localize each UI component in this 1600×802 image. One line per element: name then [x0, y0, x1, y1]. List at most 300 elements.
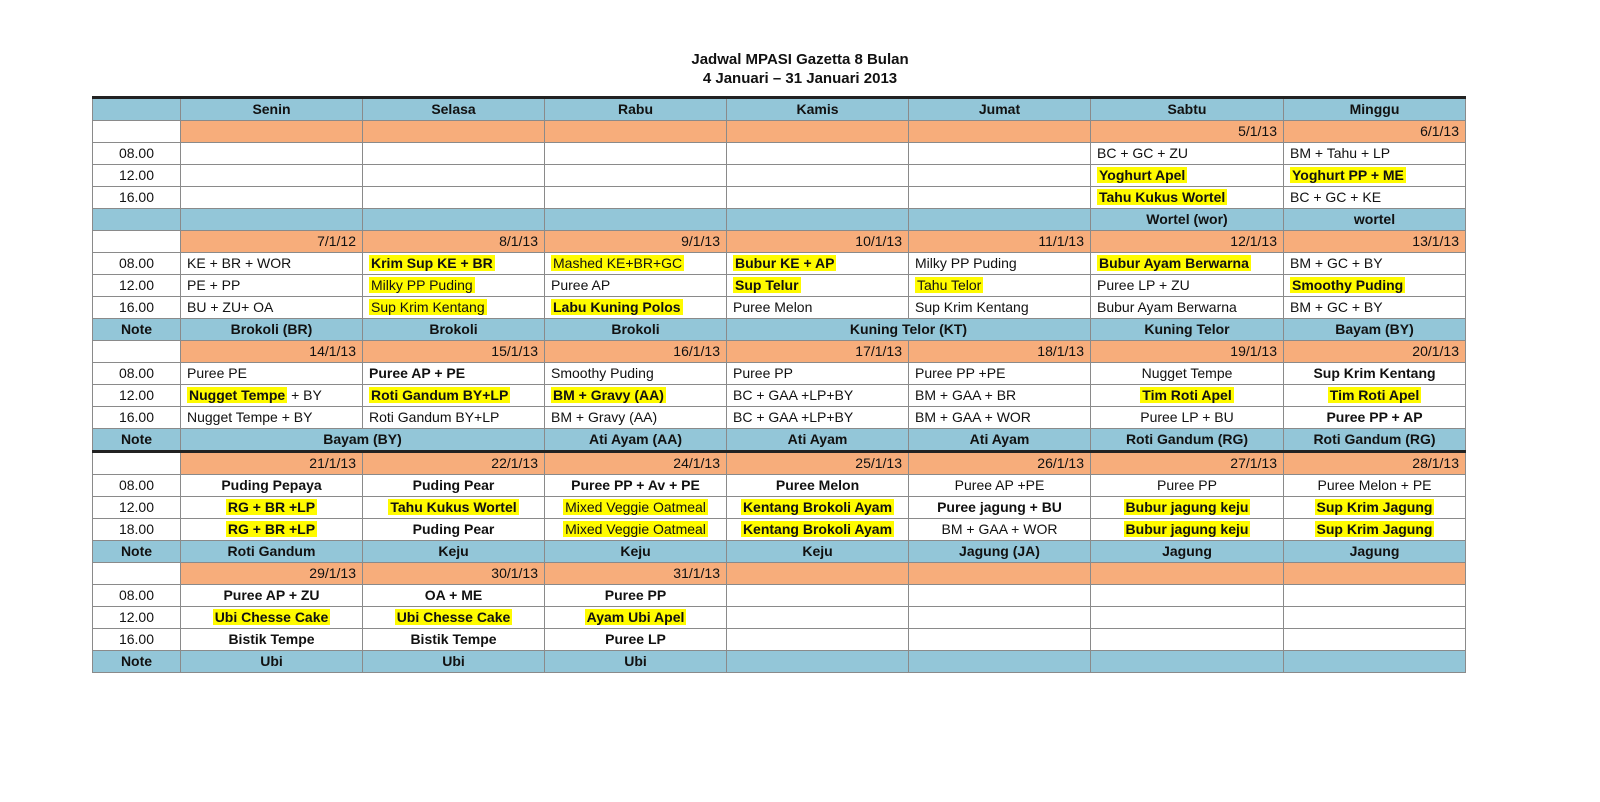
highlighted-menu-item: Ubi Chesse Cake: [396, 609, 511, 625]
meal-cell: [727, 385, 909, 407]
menu-item: Puree jagung + BU: [937, 499, 1062, 515]
date-row-label: [93, 563, 181, 585]
date-cell: 19/1/13: [1091, 341, 1284, 363]
date-cell: 8/1/13: [363, 231, 545, 253]
note-cell: Brokoli: [545, 319, 727, 341]
date-cell: 30/1/13: [363, 563, 545, 585]
meal-cell: [1091, 297, 1284, 319]
meal-cell: [909, 407, 1091, 429]
meal-row: [93, 297, 1466, 319]
highlighted-menu-item: Mixed Veggie Oatmeal: [565, 499, 706, 515]
meal-cell: [363, 607, 545, 629]
highlighted-menu-item: RG + BR +LP: [227, 521, 316, 537]
menu-item: Puree PP: [733, 365, 793, 381]
meal-cell: [545, 143, 727, 165]
note-cell: Ubi: [181, 651, 363, 673]
meal-cell: [363, 143, 545, 165]
note-label: Note: [93, 429, 181, 452]
meal-cell: [1091, 629, 1284, 651]
meal-cell: [363, 585, 545, 607]
meal-cell: [727, 629, 909, 651]
day-header: Minggu: [1284, 98, 1466, 121]
date-cell: 28/1/13: [1284, 452, 1466, 475]
highlighted-menu-item: Bubur jagung keju: [1125, 521, 1249, 537]
meal-cell: [1284, 497, 1466, 519]
note-cell: wortel: [1284, 209, 1466, 231]
note-row: [93, 429, 1466, 452]
meal-cell: [181, 585, 363, 607]
meal-cell: [363, 275, 545, 297]
meal-cell: [545, 275, 727, 297]
meal-cell: [181, 385, 363, 407]
note-cell: Kuning Telor (KT): [727, 319, 1091, 341]
date-row: [93, 452, 1466, 475]
meal-cell: [909, 165, 1091, 187]
menu-item: Puree PP + Av + PE: [571, 477, 700, 493]
meal-cell: [909, 475, 1091, 497]
note-cell: Roti Gandum: [181, 541, 363, 563]
meal-cell: [909, 253, 1091, 275]
meal-cell: [545, 165, 727, 187]
meal-cell: [1284, 143, 1466, 165]
meal-cell: [727, 363, 909, 385]
date-row: [93, 341, 1466, 363]
meal-cell: [181, 407, 363, 429]
meal-cell: [1091, 607, 1284, 629]
date-cell: [727, 121, 909, 143]
meal-time: 18.00: [93, 519, 181, 541]
menu-item: BM + GAA + WOR: [915, 409, 1031, 425]
day-header: Senin: [181, 98, 363, 121]
meal-row: [93, 607, 1466, 629]
date-row-label: [93, 231, 181, 253]
meal-cell: [181, 607, 363, 629]
meal-cell: [727, 497, 909, 519]
highlighted-menu-item: Nugget Tempe: [189, 387, 286, 403]
note-label: Note: [93, 651, 181, 673]
meal-row: [93, 253, 1466, 275]
date-row: [93, 231, 1466, 253]
menu-item: BC + GC + ZU: [1097, 145, 1189, 161]
meal-cell: [545, 407, 727, 429]
menu-item: Nugget Tempe: [1141, 365, 1233, 381]
meal-cell: [909, 519, 1091, 541]
date-cell: 24/1/13: [545, 452, 727, 475]
date-cell: 6/1/13: [1284, 121, 1466, 143]
menu-item: Puree AP +PE: [954, 477, 1045, 493]
menu-item: Puree LP + ZU: [1097, 277, 1190, 293]
date-cell: 16/1/13: [545, 341, 727, 363]
menu-item: BU + ZU+ OA: [187, 299, 274, 315]
highlighted-menu-item: Bubur jagung keju: [1125, 499, 1249, 515]
meal-row: [93, 629, 1466, 651]
meal-cell: [363, 407, 545, 429]
note-row: [93, 541, 1466, 563]
note-cell: Jagung: [1284, 541, 1466, 563]
meal-cell: [1284, 607, 1466, 629]
date-cell: [181, 121, 363, 143]
meal-cell: [1284, 407, 1466, 429]
date-cell: 10/1/13: [727, 231, 909, 253]
menu-item: BM + GAA + WOR: [941, 521, 1058, 537]
date-cell: 5/1/13: [1091, 121, 1284, 143]
meal-cell: [181, 143, 363, 165]
meal-cell: [181, 629, 363, 651]
note-cell: [727, 651, 909, 673]
meal-time: 16.00: [93, 297, 181, 319]
meal-row: [93, 165, 1466, 187]
menu-item: BC + GAA +LP+BY: [733, 387, 854, 403]
date-cell: 14/1/13: [181, 341, 363, 363]
note-cell: [363, 209, 545, 231]
menu-item: Puree Melon: [733, 299, 813, 315]
meal-cell: [727, 297, 909, 319]
date-row: [93, 121, 1466, 143]
meal-time: 12.00: [93, 385, 181, 407]
meal-time: 08.00: [93, 143, 181, 165]
menu-item: Sup Krim Kentang: [915, 299, 1029, 315]
meal-cell: [181, 519, 363, 541]
meal-cell: [545, 629, 727, 651]
meal-cell: [1091, 385, 1284, 407]
meal-cell: [727, 585, 909, 607]
meal-cell: [1284, 165, 1466, 187]
meal-row: [93, 385, 1466, 407]
menu-item: PE + PP: [187, 277, 241, 293]
meal-cell: [1284, 363, 1466, 385]
date-cell: [909, 121, 1091, 143]
menu-item: Puree LP + BU: [1140, 409, 1234, 425]
highlighted-menu-item: Labu Kuning Polos: [553, 299, 681, 315]
highlighted-menu-item: Ubi Chesse Cake: [214, 609, 329, 625]
note-cell: [545, 209, 727, 231]
date-cell: 11/1/13: [909, 231, 1091, 253]
date-cell: [1091, 563, 1284, 585]
day-header: Kamis: [727, 98, 909, 121]
meal-cell: [727, 607, 909, 629]
note-cell: Keju: [727, 541, 909, 563]
note-cell: Roti Gandum (RG): [1284, 429, 1466, 452]
meal-cell: [1284, 475, 1466, 497]
menu-item: Puree AP + PE: [369, 365, 466, 381]
menu-item: Puree AP + ZU: [223, 587, 320, 603]
date-cell: 17/1/13: [727, 341, 909, 363]
meal-cell: [181, 363, 363, 385]
meal-cell: [727, 407, 909, 429]
note-row: [93, 319, 1466, 341]
meal-cell: [909, 275, 1091, 297]
meal-cell: [363, 497, 545, 519]
meal-cell: [727, 475, 909, 497]
meal-cell: [727, 143, 909, 165]
meal-cell: [1091, 475, 1284, 497]
highlighted-menu-item: Tahu Telor: [917, 277, 982, 293]
highlighted-menu-item: Smoothy Puding: [1292, 277, 1404, 293]
highlighted-menu-item: Bubur Ayam Berwarna: [1099, 255, 1249, 271]
date-cell: 26/1/13: [909, 452, 1091, 475]
day-header: Sabtu: [1091, 98, 1284, 121]
date-row: [93, 563, 1466, 585]
meal-cell: [545, 363, 727, 385]
note-cell: [909, 209, 1091, 231]
meal-cell: [181, 253, 363, 275]
meal-cell: [1091, 275, 1284, 297]
highlighted-menu-item: Roti Gandum BY+LP: [371, 387, 509, 403]
date-row-label: [93, 341, 181, 363]
note-row: [93, 651, 1466, 673]
meal-cell: [909, 143, 1091, 165]
date-cell: 15/1/13: [363, 341, 545, 363]
note-label: Note: [93, 541, 181, 563]
meal-cell: [181, 187, 363, 209]
menu-item: Bistik Tempe: [228, 631, 315, 647]
day-header-row: [93, 98, 1466, 121]
date-cell: [363, 121, 545, 143]
meal-cell: [545, 475, 727, 497]
meal-row: [93, 143, 1466, 165]
note-cell: Keju: [363, 541, 545, 563]
menu-item: BC + GC + KE: [1290, 189, 1382, 205]
note-label: [93, 209, 181, 231]
meal-row: [93, 519, 1466, 541]
note-cell: Bayam (BY): [1284, 319, 1466, 341]
meal-row: [93, 475, 1466, 497]
date-cell: 25/1/13: [727, 452, 909, 475]
highlighted-menu-item: Sup Krim Kentang: [371, 299, 485, 315]
date-cell: 20/1/13: [1284, 341, 1466, 363]
menu-item: Puree PE: [187, 365, 247, 381]
highlighted-menu-item: Tim Roti Apel: [1142, 387, 1232, 403]
note-cell: Ubi: [545, 651, 727, 673]
menu-item-suffix: + BY: [287, 387, 322, 403]
schedule-table: [92, 96, 1466, 673]
menu-item: Milky PP Puding: [915, 255, 1017, 271]
highlighted-menu-item: Mashed KE+BR+GC: [553, 255, 683, 271]
highlighted-menu-item: Tahu Kukus Wortel: [390, 499, 517, 515]
highlighted-menu-item: Kentang Brokoli Ayam: [742, 499, 893, 515]
note-label: Note: [93, 319, 181, 341]
meal-time: 08.00: [93, 253, 181, 275]
highlighted-menu-item: Ayam Ubi Apel: [586, 609, 685, 625]
date-cell: [545, 121, 727, 143]
note-cell: Ati Ayam: [909, 429, 1091, 452]
note-cell: [909, 651, 1091, 673]
meal-time: 16.00: [93, 629, 181, 651]
note-cell: [1284, 651, 1466, 673]
date-row-label: [93, 121, 181, 143]
meal-cell: [1091, 363, 1284, 385]
note-cell: Jagung: [1091, 541, 1284, 563]
menu-item: Puree AP: [551, 277, 611, 293]
meal-cell: [363, 297, 545, 319]
menu-item: OA + ME: [424, 587, 483, 603]
meal-cell: [545, 297, 727, 319]
date-cell: 7/1/12: [181, 231, 363, 253]
date-cell: 21/1/13: [181, 452, 363, 475]
meal-time: 08.00: [93, 585, 181, 607]
highlighted-menu-item: BM + Gravy (AA): [553, 387, 664, 403]
meal-cell: [909, 629, 1091, 651]
menu-item: Puree PP +PE: [915, 365, 1006, 381]
meal-cell: [909, 607, 1091, 629]
meal-cell: [727, 187, 909, 209]
meal-cell: [545, 385, 727, 407]
date-cell: [909, 563, 1091, 585]
meal-cell: [1284, 585, 1466, 607]
note-cell: Kuning Telor: [1091, 319, 1284, 341]
meal-time: 12.00: [93, 165, 181, 187]
meal-cell: [1284, 275, 1466, 297]
meal-cell: [909, 297, 1091, 319]
note-cell: Ati Ayam (AA): [545, 429, 727, 452]
date-cell: 12/1/13: [1091, 231, 1284, 253]
document-title-block: [0, 50, 1600, 88]
day-header: Selasa: [363, 98, 545, 121]
meal-cell: [727, 165, 909, 187]
meal-cell: [909, 385, 1091, 407]
menu-item: Smoothy Puding: [551, 365, 654, 381]
meal-row: [93, 407, 1466, 429]
note-cell: Roti Gandum (RG): [1091, 429, 1284, 452]
menu-item: BC + GAA +LP+BY: [733, 409, 854, 425]
meal-cell: [1091, 519, 1284, 541]
meal-cell: [1091, 165, 1284, 187]
menu-item: BM + GC + BY: [1290, 299, 1383, 315]
menu-item: BM + GAA + BR: [915, 387, 1017, 403]
highlighted-menu-item: Yoghurt PP + ME: [1292, 167, 1404, 183]
menu-item: Puding Pear: [412, 521, 495, 537]
highlighted-menu-item: Sup Krim Jagung: [1316, 499, 1433, 515]
meal-cell: [181, 475, 363, 497]
meal-cell: [363, 253, 545, 275]
meal-cell: [545, 253, 727, 275]
note-cell: [727, 209, 909, 231]
date-cell: 22/1/13: [363, 452, 545, 475]
note-cell: [1091, 651, 1284, 673]
meal-cell: [181, 275, 363, 297]
meal-time: 16.00: [93, 187, 181, 209]
date-cell: 31/1/13: [545, 563, 727, 585]
meal-cell: [545, 519, 727, 541]
note-cell: [181, 209, 363, 231]
meal-cell: [1284, 253, 1466, 275]
day-header: Jumat: [909, 98, 1091, 121]
menu-item: Bistik Tempe: [410, 631, 497, 647]
highlighted-menu-item: Kentang Brokoli Ayam: [742, 521, 893, 537]
date-row-label: [93, 452, 181, 475]
meal-cell: [727, 275, 909, 297]
day-header: Rabu: [545, 98, 727, 121]
meal-cell: [363, 187, 545, 209]
meal-time: 08.00: [93, 475, 181, 497]
note-cell: Wortel (wor): [1091, 209, 1284, 231]
note-cell: Brokoli (BR): [181, 319, 363, 341]
menu-item: Roti Gandum BY+LP: [369, 409, 500, 425]
corner-cell: [93, 98, 181, 121]
highlighted-menu-item: Yoghurt Apel: [1099, 167, 1186, 183]
meal-cell: [545, 585, 727, 607]
menu-item: BM + Tahu + LP: [1290, 145, 1391, 161]
meal-cell: [363, 475, 545, 497]
page-subtitle: 4 Januari – 31 Januari 2013: [702, 70, 898, 87]
meal-cell: [909, 363, 1091, 385]
note-cell: Ati Ayam: [727, 429, 909, 452]
menu-item: Puree Melon: [775, 477, 860, 493]
meal-row: [93, 363, 1466, 385]
meal-row: [93, 187, 1466, 209]
meal-cell: [1284, 629, 1466, 651]
menu-item: Puding Pear: [412, 477, 495, 493]
meal-cell: [181, 497, 363, 519]
meal-cell: [1091, 187, 1284, 209]
meal-cell: [181, 297, 363, 319]
meal-time: 12.00: [93, 607, 181, 629]
meal-cell: [1284, 519, 1466, 541]
highlighted-menu-item: Mixed Veggie Oatmeal: [565, 521, 706, 537]
date-cell: 13/1/13: [1284, 231, 1466, 253]
menu-item: BM + Gravy (AA): [551, 409, 658, 425]
meal-cell: [363, 629, 545, 651]
date-cell: [727, 563, 909, 585]
meal-cell: [1091, 143, 1284, 165]
meal-cell: [545, 187, 727, 209]
meal-cell: [727, 253, 909, 275]
meal-cell: [727, 519, 909, 541]
meal-time: 16.00: [93, 407, 181, 429]
note-cell: Brokoli: [363, 319, 545, 341]
highlighted-menu-item: Krim Sup KE + BR: [371, 255, 493, 271]
highlighted-menu-item: Bubur KE + AP: [735, 255, 835, 271]
meal-cell: [363, 519, 545, 541]
highlighted-menu-item: Sup Telur: [735, 277, 799, 293]
meal-cell: [1284, 187, 1466, 209]
menu-item: Puree PP: [604, 587, 667, 603]
menu-item: BM + GC + BY: [1290, 255, 1383, 271]
meal-row: [93, 497, 1466, 519]
note-cell: Ubi: [363, 651, 545, 673]
menu-item: Puree PP: [1157, 477, 1217, 493]
date-cell: 27/1/13: [1091, 452, 1284, 475]
meal-row: [93, 275, 1466, 297]
meal-cell: [545, 607, 727, 629]
note-cell: Keju: [545, 541, 727, 563]
meal-cell: [1091, 497, 1284, 519]
meal-cell: [909, 187, 1091, 209]
menu-item: Puree PP + AP: [1326, 409, 1423, 425]
highlighted-menu-item: RG + BR +LP: [227, 499, 316, 515]
meal-time: 08.00: [93, 363, 181, 385]
menu-item: Bubur Ayam Berwarna: [1097, 299, 1237, 315]
meal-cell: [1284, 297, 1466, 319]
menu-item: Sup Krim Kentang: [1313, 365, 1436, 381]
highlighted-menu-item: Tahu Kukus Wortel: [1099, 189, 1226, 205]
highlighted-menu-item: Tim Roti Apel: [1329, 387, 1420, 403]
note-cell: Bayam (BY): [181, 429, 545, 452]
meal-cell: [1091, 585, 1284, 607]
meal-cell: [181, 165, 363, 187]
meal-cell: [909, 497, 1091, 519]
meal-cell: [363, 385, 545, 407]
menu-item: KE + BR + WOR: [187, 255, 292, 271]
page-title: Jadwal MPASI Gazetta 8 Bulan: [691, 51, 909, 68]
meal-time: 12.00: [93, 275, 181, 297]
meal-cell: [545, 497, 727, 519]
menu-item: Nugget Tempe + BY: [187, 409, 313, 425]
highlighted-menu-item: Sup Krim Jagung: [1316, 521, 1433, 537]
highlighted-menu-item: Milky PP Puding: [371, 277, 473, 293]
menu-item: Puding Pepaya: [221, 477, 322, 493]
date-cell: [1284, 563, 1466, 585]
